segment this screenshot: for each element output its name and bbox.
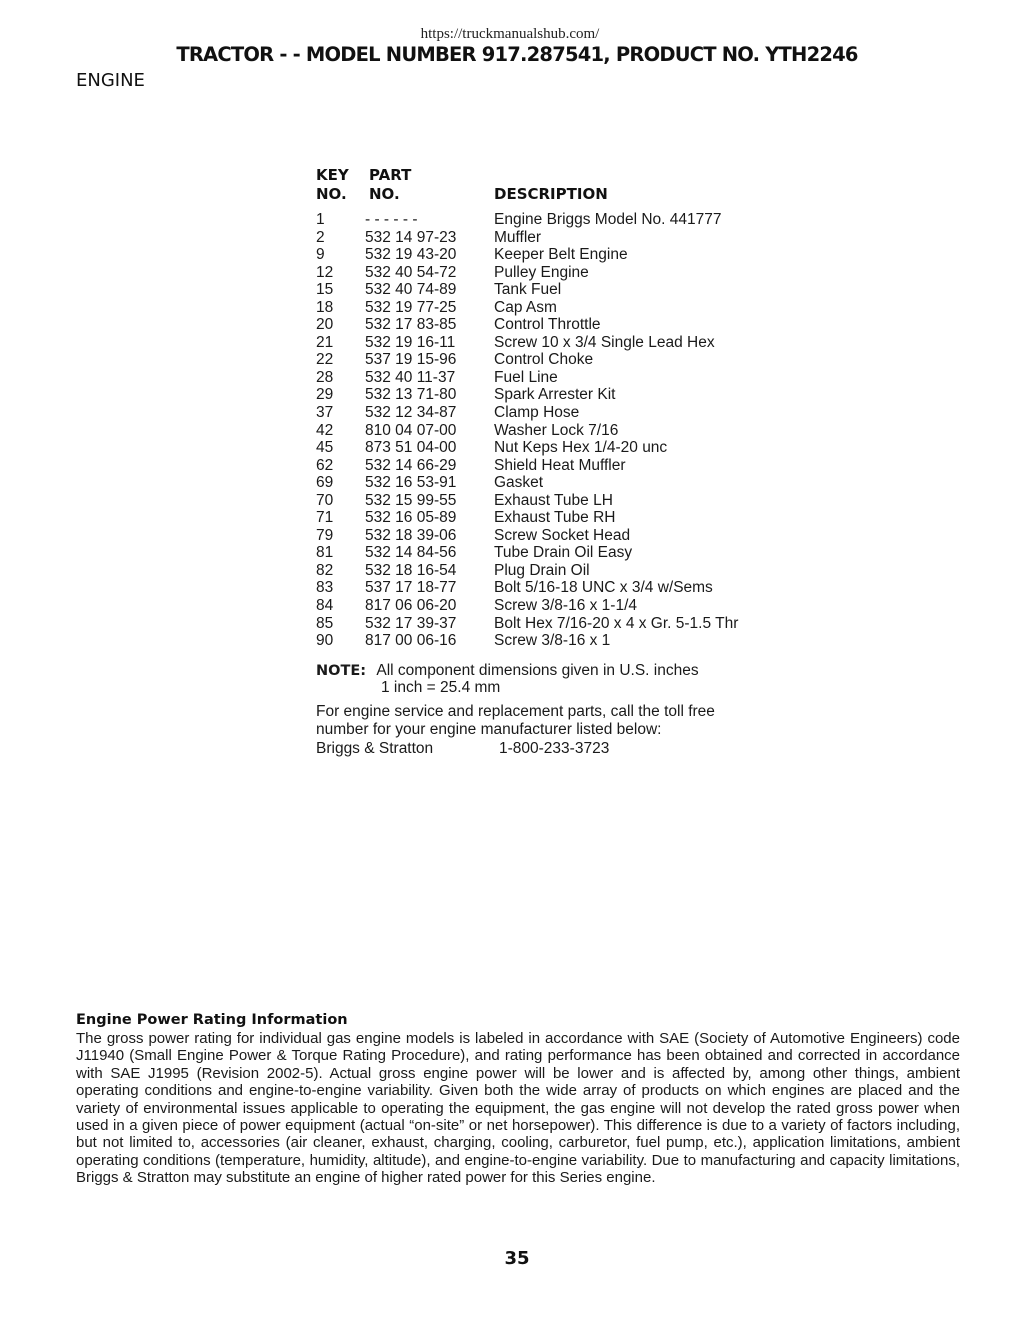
key-number: 22 — [316, 351, 334, 369]
page-title: TRACTOR - - MODEL NUMBER 917.287541, PRODUCT NO. YTH2246 — [176, 43, 858, 66]
part-number: 532 13 71-80 — [365, 386, 457, 404]
key-number: 83 — [316, 579, 334, 597]
part-description: Control Choke — [494, 351, 594, 369]
note-label: NOTE: — [316, 663, 367, 679]
key-number: 28 — [316, 368, 334, 386]
part-description: Exhaust Tube LH — [494, 491, 613, 509]
power-rating-body: The gross power rating for individual gas engine models is labeled in accordance with SAE (Society of Automotive Engineers) code J11940 (Small Engine Power & Torque Rating Procedure), and rating performance has been obtained and corrected in accordance with SAE J1995 (Revision 2002-5). Actual gross engine power will be lower and is affected by, among other things, ambient operating conditions and engine-to-engine variability. Given both the wide array of products on which engines are placed and the variety of environmental issues applicable to operating the equipment, the gas engine will not develop the rated gross power when used in a given piece of power equipment (actual “on-site” or net horsepower). This difference is due to a variety of factors including, but not limited to, accessories (air cleaner, exhaust, charging, cooling, carburetor, fuel pump, etc.), application limitations, ambient operating conditions (temperature, humidity, altitude), and engine-to-engine variability. Due to manufacturing and capacity limitations, Briggs & Stratton may substitute an engine of higher rated power for this Series engine. — [76, 1030, 960, 1187]
description-header: DESCRIPTION — [494, 185, 608, 203]
key-number: 90 — [316, 632, 334, 650]
part-description: Pulley Engine — [494, 263, 589, 281]
part-description: Tube Drain Oil Easy — [494, 544, 633, 562]
service-contact — [316, 740, 610, 758]
part-number: 532 16 53-91 — [365, 474, 457, 492]
key-number: 62 — [316, 456, 334, 474]
key-number: 42 — [316, 421, 334, 439]
part-number: 532 14 84-56 — [365, 544, 457, 562]
note-text: All component dimensions given in U.S. inches — [376, 662, 699, 679]
part-description: Screw Socket Head — [494, 526, 631, 544]
key-number: 70 — [316, 491, 334, 509]
manufacturer-name: Briggs & Stratton — [316, 740, 434, 757]
key-header-line1: KEY — [316, 166, 349, 184]
part-number: 532 12 34-87 — [365, 404, 457, 422]
part-description: Keeper Belt Engine — [494, 246, 628, 264]
key-number: 45 — [316, 439, 334, 457]
key-number: 82 — [316, 561, 334, 579]
part-description: Spark Arrester Kit — [494, 386, 616, 404]
part-number: 810 04 07-00 — [365, 421, 457, 439]
part-header-line2: NO. — [369, 185, 400, 203]
part-description: Control Throttle — [494, 316, 601, 334]
key-number: 85 — [316, 614, 334, 632]
key-number: 69 — [316, 474, 334, 492]
key-number: 29 — [316, 386, 334, 404]
part-number: 532 14 66-29 — [365, 456, 457, 474]
key-number: 15 — [316, 281, 334, 299]
part-description: Bolt 5/16-18 UNC x 3/4 w/Sems — [494, 579, 713, 597]
part-number: 537 17 18-77 — [365, 579, 457, 597]
part-number: 537 19 15-96 — [365, 351, 457, 369]
part-number: 532 15 99-55 — [365, 491, 457, 509]
service-text: For engine service and replacement parts, call the toll free number for your engine manufacturer listed below: — [316, 703, 715, 738]
part-description: Washer Lock 7/16 — [494, 421, 619, 439]
key-number: 84 — [316, 597, 334, 615]
part-description: Screw 10 x 3/4 Single Lead Hex — [494, 333, 715, 351]
part-number: 532 14 97-23 — [365, 228, 457, 246]
part-number: 532 17 39-37 — [365, 614, 457, 632]
key-number: 2 — [316, 228, 325, 246]
key-header-line2: NO. — [316, 185, 347, 203]
part-description: Engine Briggs Model No. 441777 — [494, 211, 722, 228]
part-description: Nut Keps Hex 1/4-20 unc — [494, 439, 668, 457]
section-title: ENGINE — [76, 70, 145, 91]
part-number: 532 40 54-72 — [365, 263, 457, 281]
part-number: 532 40 11-37 — [365, 368, 456, 386]
key-number: 71 — [316, 509, 334, 527]
key-number: 12 — [316, 263, 334, 281]
part-description: Shield Heat Muffler — [494, 456, 626, 474]
part-number: 532 19 77-25 — [365, 298, 457, 316]
part-number: 532 18 39-06 — [365, 526, 457, 544]
part-description: Screw 3/8-16 x 1 — [494, 632, 611, 650]
source-url: https://truckmanualshub.com/ — [420, 26, 600, 42]
part-description: Fuel Line — [494, 368, 558, 386]
key-number: 81 — [316, 544, 334, 562]
part-number: 873 51 04-00 — [365, 439, 457, 457]
part-number: 817 00 06-16 — [365, 632, 457, 650]
part-description: Clamp Hose — [494, 404, 580, 422]
part-number: 532 17 83-85 — [365, 316, 457, 334]
part-description: Bolt Hex 7/16-20 x 4 x Gr. 5-1.5 Thr — [494, 614, 739, 632]
part-number: 532 19 16-11 — [365, 333, 456, 351]
part-description: Tank Fuel — [494, 281, 562, 299]
key-number: 1 — [316, 211, 325, 228]
key-number: 79 — [316, 526, 334, 544]
key-number: 20 — [316, 316, 334, 334]
key-number: 21 — [316, 333, 334, 351]
key-number: 37 — [316, 404, 334, 422]
note — [316, 662, 699, 696]
key-number: 9 — [316, 246, 325, 264]
part-number: 532 40 74-89 — [365, 281, 457, 299]
phone-number: 1-800-233-3723 — [499, 740, 610, 757]
part-description: Gasket — [494, 474, 544, 492]
page-number: 35 — [504, 1248, 530, 1269]
part-number: 532 19 43-20 — [365, 246, 457, 264]
part-description: Muffler — [494, 228, 542, 246]
power-rating-title: Engine Power Rating Information — [76, 1012, 348, 1028]
part-number: - - - - - - — [365, 211, 418, 228]
part-number: 532 18 16-54 — [365, 561, 457, 579]
part-number: 532 16 05-89 — [365, 509, 457, 527]
note-conversion: 1 inch = 25.4 mm — [381, 679, 501, 696]
key-number: 18 — [316, 298, 334, 316]
part-description: Plug Drain Oil — [494, 561, 590, 579]
part-description: Screw 3/8-16 x 1-1/4 — [494, 597, 638, 615]
part-description: Exhaust Tube RH — [494, 509, 616, 527]
part-header-line1: PART — [369, 166, 412, 184]
part-number: 817 06 06-20 — [365, 597, 457, 615]
part-description: Cap Asm — [494, 298, 557, 316]
